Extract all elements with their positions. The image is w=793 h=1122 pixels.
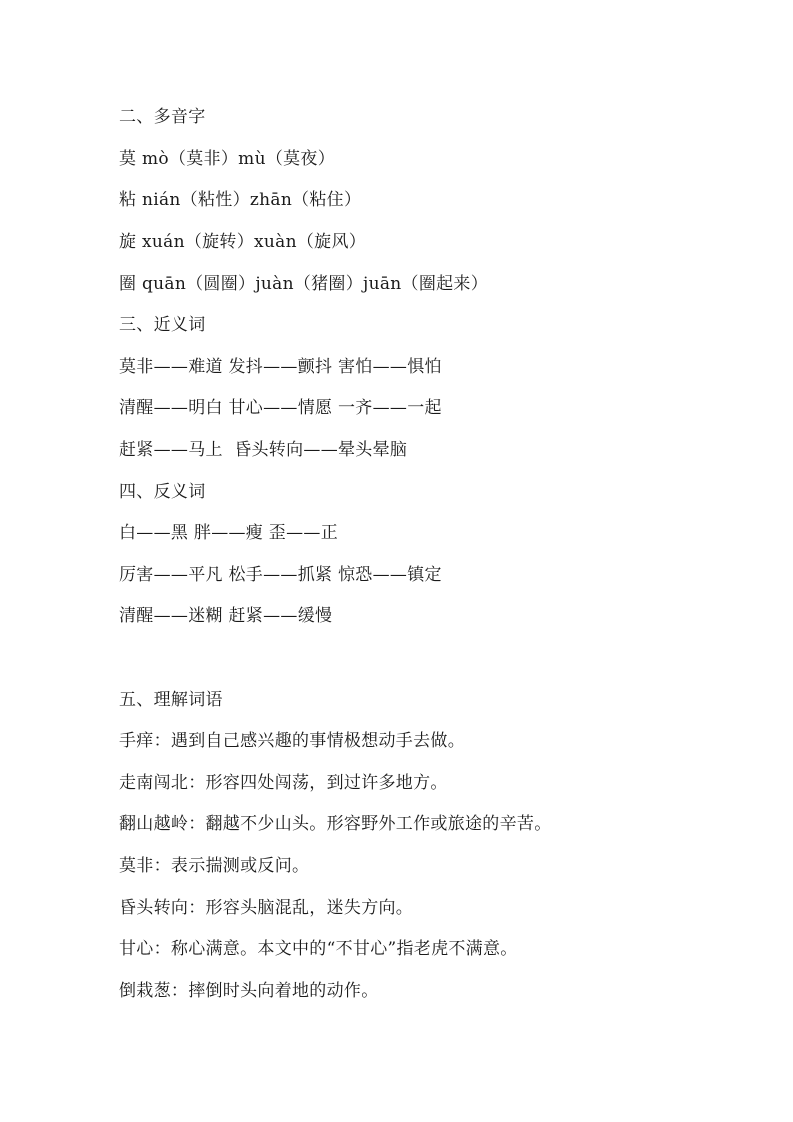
- vocabulary-line-3: 翻山越岭：翻越不少山头。形容野外工作或旅途的辛苦。: [119, 814, 552, 834]
- polyphonic-line-1: 莫 mò（莫非）mù（莫夜）: [119, 149, 336, 169]
- synonyms-line-2: 清醒——明白 甘心——情愿 一齐——一起: [119, 398, 442, 418]
- vocabulary-line-4: 莫非：表示揣测或反问。: [119, 856, 310, 876]
- vocabulary-line-6: 甘心：称心满意。本文中的“不甘心”指老虎不满意。: [119, 939, 518, 959]
- polyphonic-line-4: 圈 quān（圆圈）juàn（猪圈）juān（圈起来）: [119, 274, 489, 294]
- antonyms-line-3: 清醒——迷糊 赶紧——缓慢: [119, 606, 333, 626]
- antonyms-line-2: 厉害——平凡 松手——抓紧 惊恐——镇定: [119, 565, 442, 585]
- vocabulary-line-2: 走南闯北：形容四处闯荡，到过许多地方。: [119, 773, 448, 793]
- polyphonic-line-3: 旋 xuán（旋转）xuàn（旋风）: [119, 232, 367, 252]
- vocabulary-line-1: 手痒：遇到自己感兴趣的事情极想动手去做。: [119, 731, 465, 751]
- synonyms-line-3: 赶紧——马上 昏头转向——晕头晕脑: [119, 440, 408, 460]
- section-heading-antonyms: 四、反义词: [119, 482, 206, 502]
- synonyms-line-1: 莫非——难道 发抖——颤抖 害怕——惧怕: [119, 357, 442, 377]
- section-heading-vocabulary: 五、理解词语: [119, 690, 223, 710]
- vocabulary-line-7: 倒栽葱：摔倒时头向着地的动作。: [119, 981, 379, 1001]
- vocabulary-line-5: 昏头转向：形容头脑混乱，迷失方向。: [119, 898, 414, 918]
- section-heading-polyphonic: 二、多音字: [119, 107, 206, 127]
- polyphonic-line-2: 粘 nián（粘性）zhān（粘住）: [119, 190, 362, 210]
- antonyms-line-1: 白——黑 胖——瘦 歪——正: [119, 523, 339, 543]
- section-heading-synonyms: 三、近义词: [119, 315, 206, 335]
